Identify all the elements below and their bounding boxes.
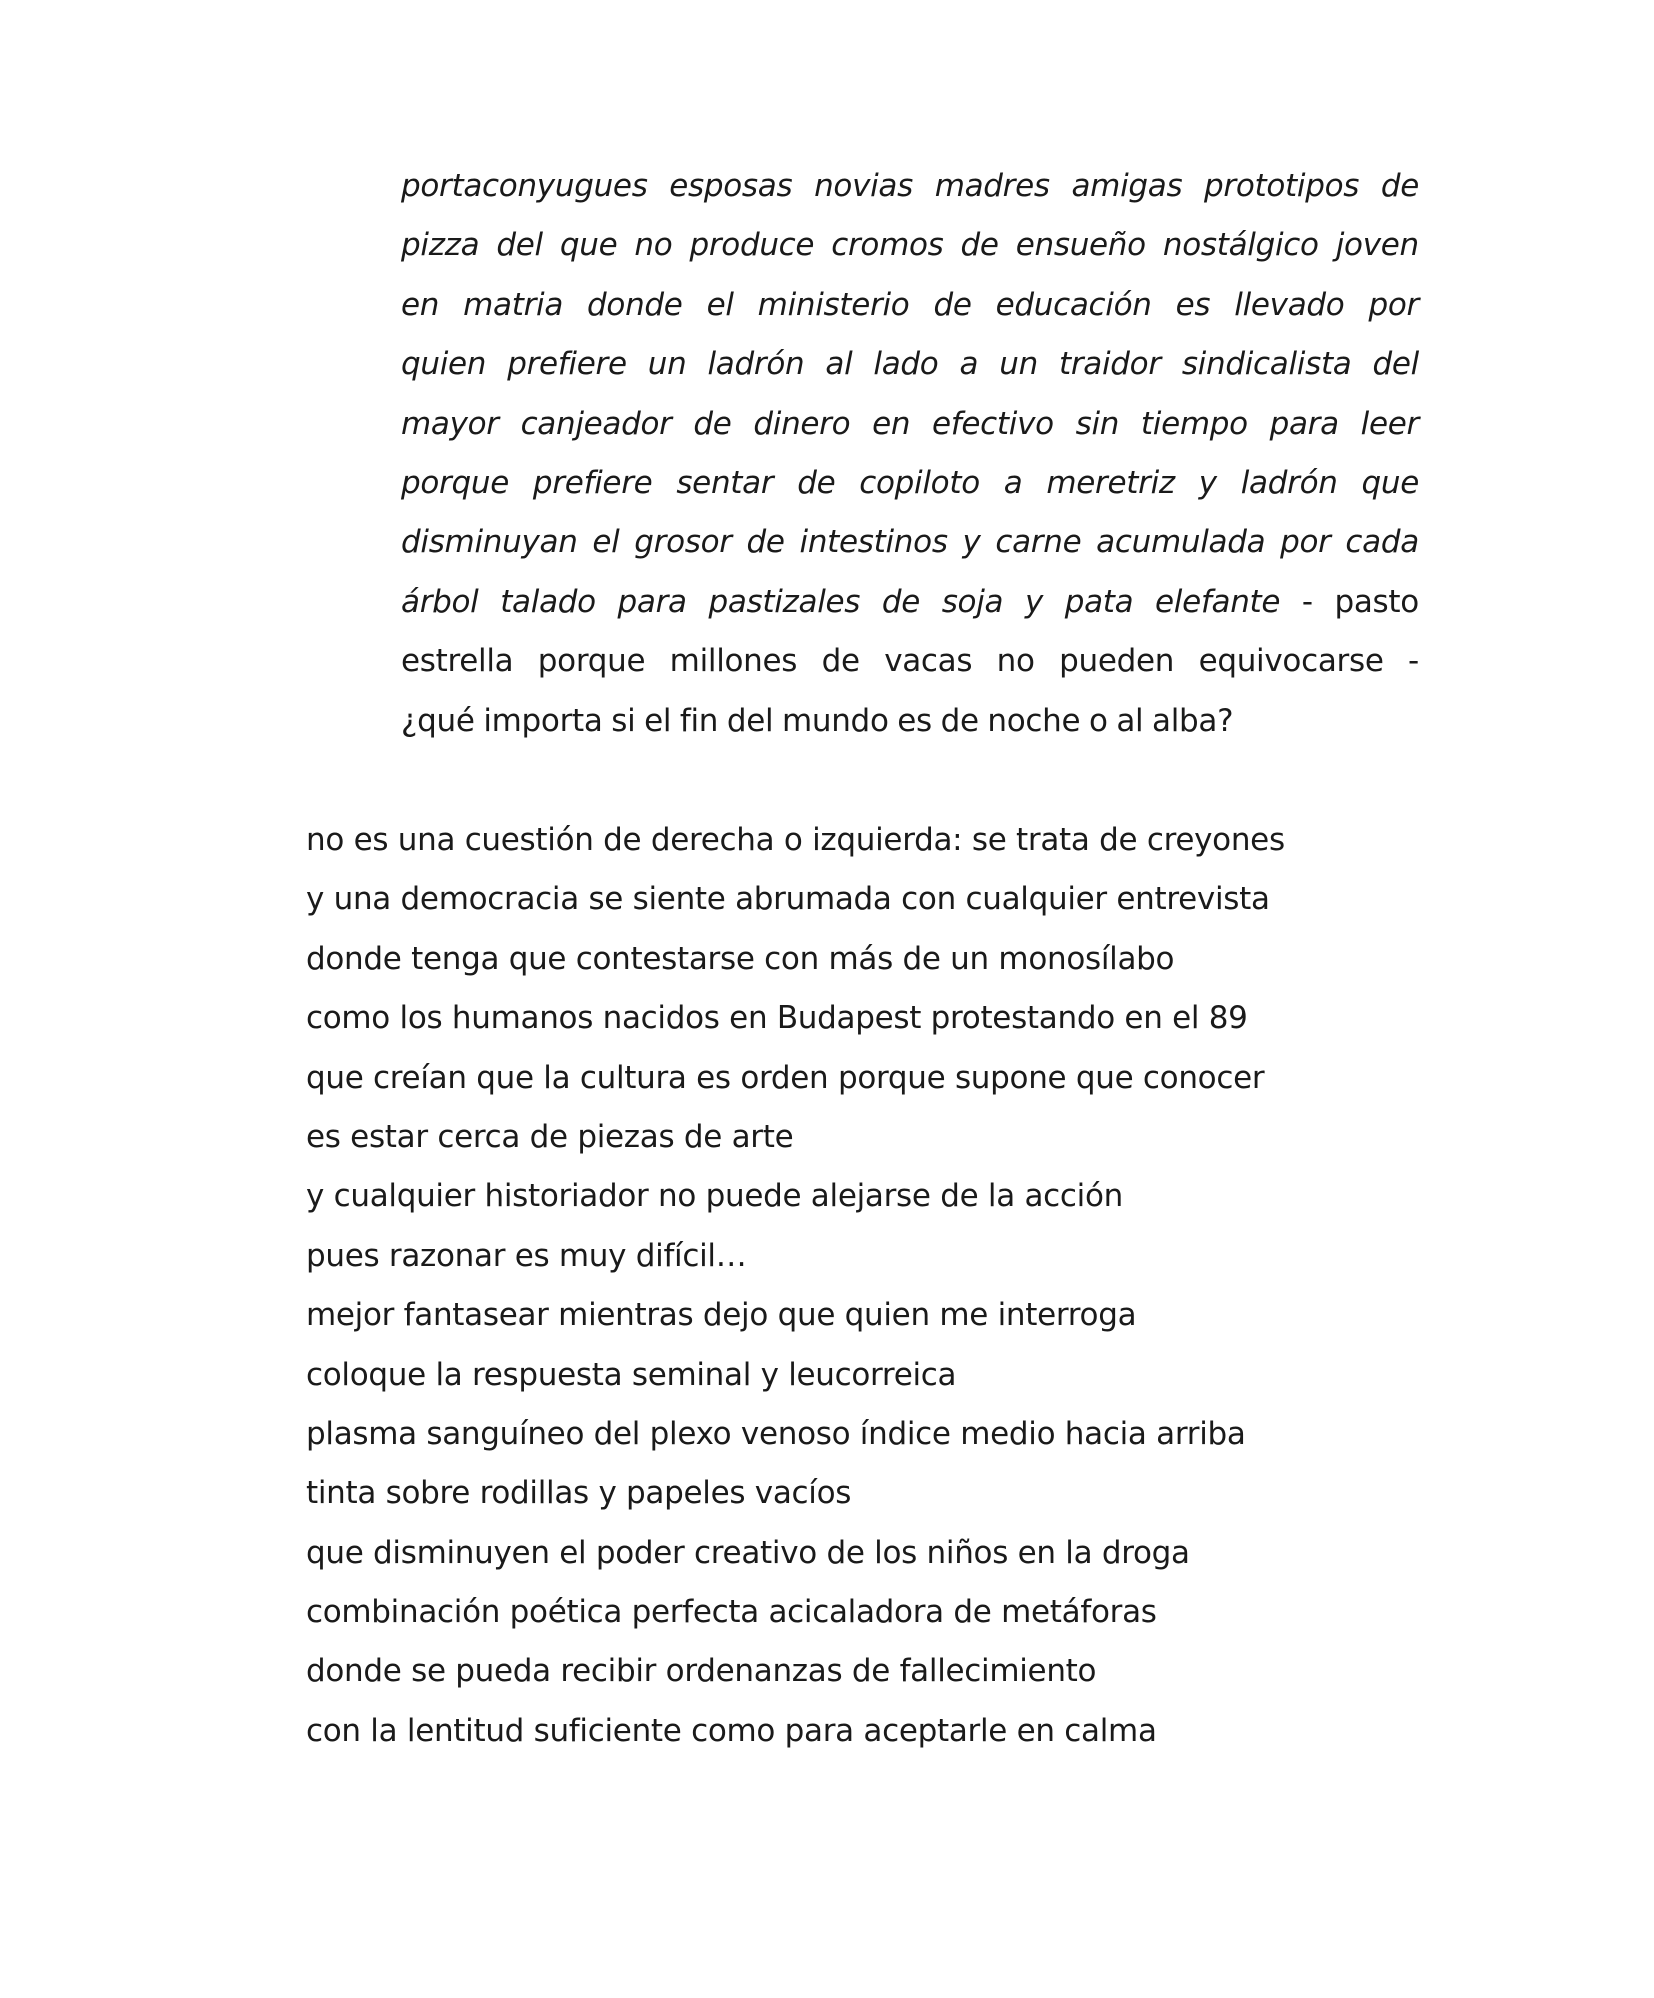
italic-prose-block xyxy=(401,157,1419,751)
poem-stanza xyxy=(306,811,1456,1761)
prose-word: fin xyxy=(679,702,719,739)
prose-word: un xyxy=(647,346,687,383)
poem-line: y una democracia se siente abrumada con cualquier entrevista xyxy=(306,881,1270,918)
prose-word: el xyxy=(706,286,734,323)
prose-word: carne xyxy=(995,524,1082,561)
prose-word: talado xyxy=(500,583,596,620)
prose-word: estrella xyxy=(401,643,514,680)
prose-word: para xyxy=(617,583,687,620)
prose-word: no xyxy=(634,227,673,264)
prose-word: esposas xyxy=(669,168,793,204)
prose-word: millones xyxy=(669,643,798,680)
poem-line: que creían que la cultura es orden porque supone que conocer xyxy=(306,1059,1265,1096)
poem-line: con la lentitud suficiente como para aceptarle en calma xyxy=(306,1712,1157,1749)
prose-line xyxy=(401,513,1419,572)
poem-line: que disminuyen el poder creativo de los niños en la droga xyxy=(306,1534,1190,1571)
prose-word: pueden xyxy=(1059,643,1175,680)
poem-line: donde tenga que contestarse con más de un monosílabo xyxy=(306,940,1175,977)
prose-word: pizza xyxy=(401,227,480,264)
prose-word: quien xyxy=(401,346,487,383)
prose-word: alba? xyxy=(1152,702,1234,739)
prose-word: pastizales xyxy=(708,583,861,620)
prose-word: tiempo xyxy=(1140,405,1248,442)
prose-word: educación xyxy=(995,286,1152,323)
prose-line xyxy=(401,692,1419,751)
poem-line: tinta sobre rodillas y papeles vacíos xyxy=(306,1475,852,1512)
poem-line: es estar cerca de piezas de arte xyxy=(306,1118,794,1155)
prose-word: del xyxy=(726,702,774,739)
prose-word: es xyxy=(897,702,932,739)
prose-word: vacas xyxy=(884,643,973,680)
prose-word: madres xyxy=(934,168,1050,204)
prose-line xyxy=(401,454,1419,513)
prose-line xyxy=(401,335,1419,394)
prose-word: por xyxy=(1280,524,1331,561)
prose-word: es xyxy=(1175,286,1211,323)
poem-line: donde se pueda recibir ordenanzas de fallecimiento xyxy=(306,1653,1097,1690)
prose-word: de xyxy=(746,524,785,561)
prose-word: copiloto xyxy=(859,464,980,501)
prose-word: porque xyxy=(401,464,509,501)
prose-word: porque xyxy=(537,643,646,680)
prose-word: de xyxy=(821,643,860,680)
prose-word: grosor xyxy=(634,524,732,561)
poem-line: coloque la respuesta seminal y leucorreica xyxy=(306,1356,957,1393)
prose-word: el xyxy=(592,524,620,561)
prose-word: prefiere xyxy=(507,346,627,383)
prose-word: y xyxy=(1198,464,1217,501)
prose-word: - xyxy=(1301,583,1313,620)
prose-word: ¿qué xyxy=(401,702,475,739)
prose-word: de xyxy=(693,405,732,442)
prose-word: un xyxy=(999,346,1038,383)
prose-word: cromos xyxy=(831,227,944,264)
prose-word: meretriz xyxy=(1046,464,1175,501)
prose-word: - xyxy=(1408,643,1419,680)
poem-line: pues razonar es muy difícil… xyxy=(306,1237,747,1274)
prose-word: matria xyxy=(463,286,564,323)
poem-line: mejor fantasear mientras dejo que quien me interroga xyxy=(306,1297,1137,1334)
prose-word: acumulada xyxy=(1096,524,1266,561)
prose-word: no xyxy=(996,643,1035,680)
prose-word: produce xyxy=(689,227,815,264)
poem-line: y cualquier historiador no puede alejarse de la acción xyxy=(306,1178,1124,1215)
prose-word: al xyxy=(825,346,853,383)
prose-word: sentar xyxy=(676,464,774,501)
prose-word: del xyxy=(1372,346,1419,383)
prose-word: portaconyugues xyxy=(401,168,648,204)
prose-word: sin xyxy=(1075,405,1120,442)
prose-line xyxy=(401,395,1419,454)
prose-word: de xyxy=(940,702,979,739)
prose-word: pata xyxy=(1064,583,1134,620)
prose-word: de xyxy=(933,286,972,323)
prose-word: de xyxy=(797,464,836,501)
prose-word: mayor xyxy=(401,405,499,442)
prose-word: efectivo xyxy=(932,405,1054,442)
prose-word: importa xyxy=(483,702,603,739)
prose-word: ensueño xyxy=(1015,227,1146,264)
prose-word: prefiere xyxy=(532,464,653,501)
poem-line: combinación poética perfecta acicaladora de metáforas xyxy=(306,1594,1157,1631)
prose-word: canjeador xyxy=(520,405,672,442)
prose-word: cada xyxy=(1345,524,1419,561)
prose-line xyxy=(401,216,1419,275)
prose-word: disminuyan xyxy=(401,524,578,561)
prose-word: leer xyxy=(1360,405,1419,442)
prose-word: al xyxy=(1116,702,1144,739)
prose-line xyxy=(401,573,1419,632)
prose-word: de xyxy=(1380,168,1419,204)
prose-word: ladrón xyxy=(1240,464,1338,501)
prose-word: y xyxy=(962,524,981,561)
prose-word: en xyxy=(401,286,440,323)
prose-word: que xyxy=(559,227,618,264)
prose-word: soja xyxy=(941,583,1004,620)
poem-line: no es una cuestión de derecha o izquierda: se trata de creyones xyxy=(306,822,1285,858)
prose-word: ladrón xyxy=(707,346,805,383)
prose-word: de xyxy=(881,583,920,620)
prose-word: noche xyxy=(987,702,1081,739)
prose-word: si xyxy=(611,702,636,739)
prose-word: sindicalista xyxy=(1181,346,1352,383)
prose-word: y xyxy=(1024,583,1043,620)
prose-word: del xyxy=(496,227,543,264)
prose-line xyxy=(401,157,1419,216)
prose-word: el xyxy=(644,702,672,739)
prose-word: a xyxy=(1003,464,1023,501)
prose-word: lado xyxy=(873,346,939,383)
prose-word: ministerio xyxy=(757,286,910,323)
prose-word: intestinos xyxy=(799,524,948,561)
prose-word: nostálgico xyxy=(1162,227,1319,264)
prose-word: novias xyxy=(814,168,913,204)
poem-line: plasma sanguíneo del plexo venoso índice medio hacia arriba xyxy=(306,1415,1246,1452)
prose-word: o xyxy=(1088,702,1108,739)
poem-line: como los humanos nacidos en Budapest protestando en el 89 xyxy=(306,1000,1248,1037)
prose-word: pasto xyxy=(1334,583,1419,620)
prose-line xyxy=(401,632,1419,691)
prose-word: en xyxy=(872,405,911,442)
prose-word: traidor xyxy=(1058,346,1161,383)
prose-word: para xyxy=(1269,405,1339,442)
prose-word: donde xyxy=(587,286,683,323)
prose-word: de xyxy=(960,227,999,264)
prose-word: elefante xyxy=(1155,583,1281,620)
prose-word: por xyxy=(1368,286,1419,323)
prose-word: prototipos xyxy=(1204,168,1360,204)
prose-word: amigas xyxy=(1071,168,1183,204)
prose-word: dinero xyxy=(753,405,851,442)
prose-line xyxy=(401,276,1419,335)
prose-word: árbol xyxy=(401,583,479,620)
prose-word: joven xyxy=(1335,227,1419,264)
prose-word: mundo xyxy=(781,702,889,739)
prose-word: llevado xyxy=(1234,286,1345,323)
prose-word: que xyxy=(1361,464,1419,501)
prose-word: a xyxy=(959,346,979,383)
prose-word: equivocarse xyxy=(1198,643,1384,680)
